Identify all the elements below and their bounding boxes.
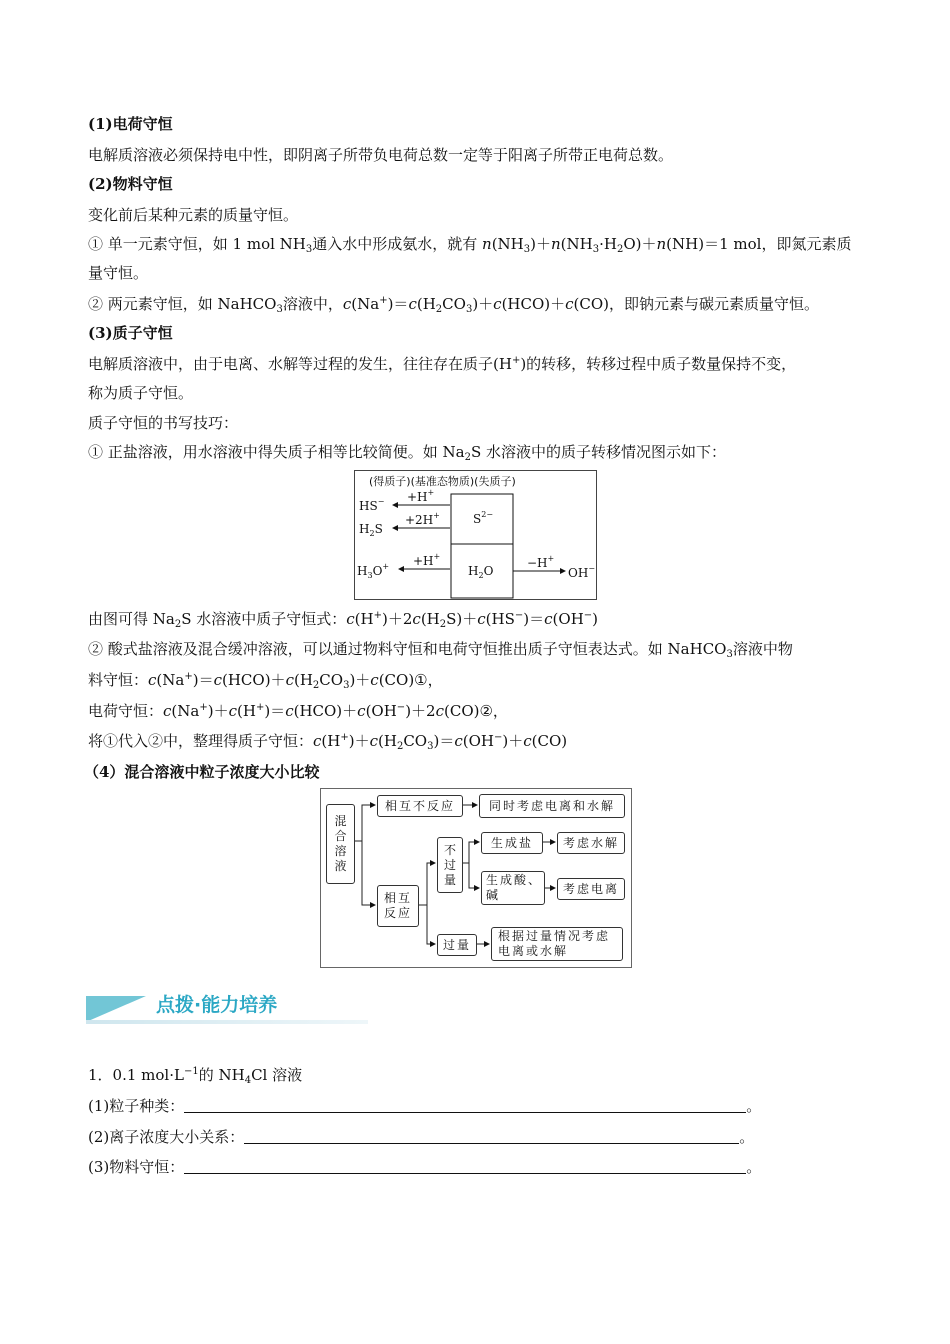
- proton-equation: 将①代入②中，整理得质子守恒：$c(H^+)+c(H_2CO_3)=c(OH^-)+c(CO)$: [88, 732, 568, 752]
- material-item-2: ② 两元素守恒，如 NaHCO$_3$溶液中，$c(Na^+)=c(H_2CO_3)+c(HCO)+c(CO)$，即钠元素与碳元素质量守恒。: [88, 295, 820, 315]
- gain-h-water-label: +H+: [413, 552, 441, 568]
- exercise-answer-2: (2)离子浓度大小关系： 。: [88, 1128, 755, 1146]
- answer-blank-3[interactable]: [184, 1159, 746, 1174]
- gain-2h-label: +2H+: [405, 511, 440, 527]
- mixed-solution-flowchart: [320, 788, 632, 968]
- gain-1h-label: +H+: [407, 488, 435, 504]
- oh-minus-label: OH−: [568, 564, 596, 580]
- proton-text-2: 称为质子守恒。: [88, 384, 194, 402]
- material-equation: 料守恒：$c(Na^+)=c(HCO)+c(H_2CO_3)+c(CO)①$，: [88, 671, 443, 691]
- exercise-answer-1: (1)粒子种类： 。: [88, 1097, 762, 1115]
- s2-box: [451, 494, 513, 544]
- answer-blank-2[interactable]: [244, 1129, 739, 1144]
- mixed-solution-box: 混 合 溶 液: [326, 804, 355, 884]
- form-acid-base-box: 生成酸、 碱: [481, 871, 545, 905]
- charge-conservation-text: 电解质溶液必须保持电中性，即阴离子所带负电荷总数一定等于阳离子所带正电荷总数。: [88, 146, 674, 164]
- hs-minus-label: HS−: [359, 497, 385, 513]
- banner-underline: [86, 1020, 368, 1024]
- heading-concentration-comparison: （4）混合溶液中粒子浓度大小比较: [84, 763, 320, 781]
- not-excess-box: 不 过 量: [437, 837, 463, 893]
- material-conservation-text: 变化前后某种元素的质量守恒。: [88, 206, 299, 224]
- material-item-1-cont: 量守恒。: [88, 264, 149, 282]
- heading-charge-conservation: (1)电荷守恒: [88, 115, 173, 133]
- depends-on-excess-box: 根据过量情况考虑 电离或水解: [491, 927, 623, 961]
- no-reaction-box: 相互不反应: [377, 795, 463, 817]
- proton-item-1: ① 正盐溶液，用水溶液中得失质子相等比较简便。如 $Na_2S$ 水溶液中的质子转移情况图示如下：: [88, 443, 727, 463]
- proton-transfer-diagram: [354, 470, 597, 600]
- react-box: 相互 反应: [377, 885, 419, 927]
- s2-label: $S^{2-}$: [473, 510, 494, 526]
- consider-ionization-box: 考虑电离: [557, 878, 625, 900]
- charge-equation: 电荷守恒：c(Na+)＋c(H+)＝c(HCO)＋c(OH−)＋2c(CO)②，: [88, 702, 508, 720]
- lose-h-label: −H+: [527, 554, 555, 570]
- diagram1-header: (得质子)(基准态物质)(失质子): [369, 475, 516, 488]
- consider-hydrolysis-box: 考虑水解: [557, 832, 625, 854]
- section-banner: [86, 996, 368, 1028]
- excess-box: 过量: [437, 934, 477, 956]
- banner-title: 点拨·能力培养: [156, 994, 278, 1016]
- consider-both-box: 同时考虑电离和水解: [479, 794, 625, 818]
- exercise-question-1: 1．0.1 $mol\cdot L^{-1}$的 $NH_4Cl$ 溶液: [88, 1066, 303, 1086]
- proton-result: 由图可得 $Na_2S$ 水溶液中质子守恒式：$c(H^+)+2c(H_2S)+c(HS^-)=c(OH^-)$: [88, 610, 599, 630]
- proton-item-2: ② 酸式盐溶液及混合缓冲溶液，可以通过物料守恒和电荷守恒推出质子守恒表达式。如 NaHCO$_3$溶液中物: [88, 640, 793, 660]
- proton-text-1: 电解质溶液中，由于电离、水解等过程的发生，往往存在质子(H+)的转移，转移过程中质子数量保持不变，: [88, 355, 797, 373]
- heading-material-conservation: (2)物料守恒: [88, 175, 173, 193]
- h3o-plus-label: $H_3O^+$: [357, 562, 390, 580]
- answer-blank-1[interactable]: [184, 1098, 746, 1113]
- h2s-label: $H_2S$: [359, 522, 383, 538]
- form-salt-box: 生成盐: [481, 832, 543, 854]
- proton-tip: 质子守恒的书写技巧：: [88, 414, 239, 432]
- exercise-answer-3: (3)物料守恒： 。: [88, 1158, 762, 1176]
- h2o-label: $H_2O$: [468, 564, 494, 580]
- material-item-1: ① 单一元素守恒，如 1 mol $NH_3$通入水中形成氨水，就有 $n(NH_3)+n(NH_3\cdot H_2O)+n(NH)=1$ mol，即氮元素质: [88, 235, 852, 255]
- heading-proton-conservation: (3)质子守恒: [88, 324, 173, 342]
- banner-accent-shape: [86, 996, 146, 1022]
